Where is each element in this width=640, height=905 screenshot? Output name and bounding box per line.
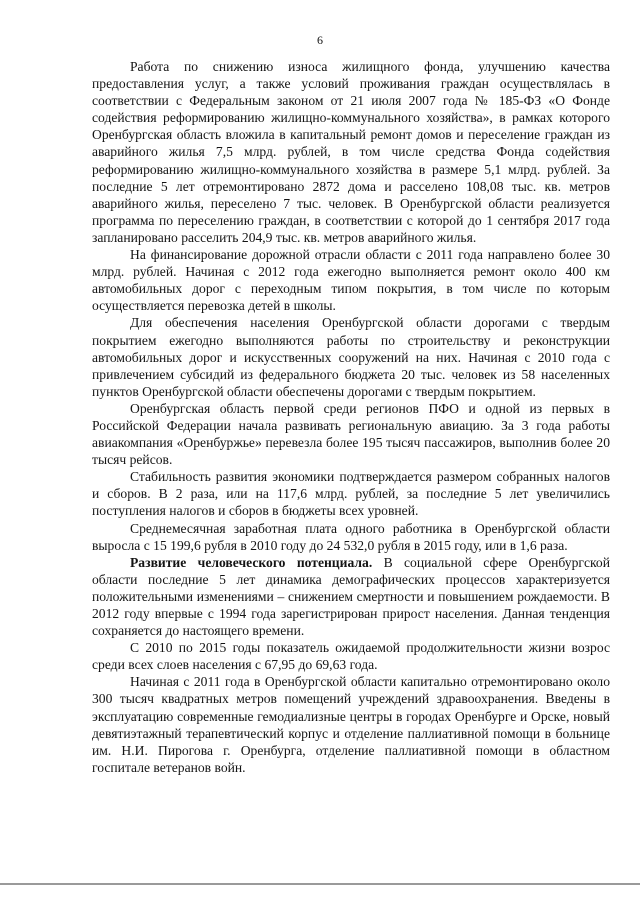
paragraph-life-expectancy: С 2010 по 2015 годы показатель ожидаемой продолжительности жизни возрос среди всех слоев населения с 67,95 до 69,63 года. <box>92 640 610 673</box>
page-number: 6 <box>317 33 323 47</box>
paragraph-roads-funding: На финансирование дорожной отрасли области с 2011 года направлено более 30 млрд. рублей. Начиная с 2012 года ежегодно выполняется ремонт около 400 км автомобильных дорог с переходным типом покрытия, в том числе по которым осуществляется перевозка детей в школы. <box>92 247 610 314</box>
scan-edge-line <box>0 883 640 885</box>
paragraph-salary: Среднемесячная заработная плата одного работника в Оренбургской области выросла с 15 199,6 рубля в 2010 году до 24 532,0 рубля в 2015 году, или в 1,6 раза. <box>92 520 610 553</box>
paragraph-human-potential <box>92 554 610 639</box>
section-heading: Развитие человеческого потенциала. <box>130 554 373 570</box>
paragraph-housing: Работа по снижению износа жилищного фонда, улучшению качества предоставления услуг, а также условий проживания граждан осуществлялась в соответствии с Федеральным законом от 21 июля 2007 года № 185-ФЗ «О Фонде содействия реформированию жилищно-коммунального хозяйства», в рамках которого Оренбургская область вложила в капитальный ремонт домов и переселение граждан из аварийного жилья 7,5 млрд. рублей, в том числе средства Фонда содействия реформированию жилищно-коммунального хозяйства в размере 5,1 млрд. рублей. За последние 5 лет отремонтировано 2872 дома и расселено 108,08 тыс. кв. метров аварийного жилья, переселено 7 тыс. человек. В Оренбургской области реализуется программа по переселению граждан, в соответствии с которой до 1 сентября 2017 года запланировано расселить 204,9 тыс. кв. метров аварийного жилья. <box>92 59 610 245</box>
paragraph-aviation: Оренбургская область первой среди регионов ПФО и одной из первых в Российской Федерации начала развивать региональную авиацию. За 3 года работы авиакомпания «Оренбуржье» перевезла более 195 тысяч пассажиров, выполнив более 20 тысяч рейсов. <box>92 400 610 468</box>
paragraph-human-potential-text: В социальной сфере Оренбургской области последние 5 лет динамика демографических процессов характеризуется положительными изменениями – снижением смертности и повышением рождаемости. В 2012 году впервые с 1994 года зарегистрирован прирост населения. Данная тенденция сохраняется до настоящего времени. <box>92 554 610 639</box>
paragraph-roads-paved: Для обеспечения населения Оренбургской области дорогами с твердым покрытием ежегодно выполняются работы по строительству и реконструкции автомобильных дорог и искусственных сооружений на них. Начиная с 2010 года с привлечением субсидий из федерального бюджета 20 тыс. человек из 58 населенных пунктов Оренбургской области обеспечены дорогами с твердым покрытием. <box>92 315 610 399</box>
document-body <box>92 58 610 776</box>
paragraph-taxes: Стабильность развития экономики подтверждается размером собранных налогов и сборов. В 2 раза, или на 117,6 млрд. рублей, за последние 5 лет увеличились поступления налогов и сборов в бюджеты всех уровней. <box>92 469 610 519</box>
paragraph-healthcare: Начиная с 2011 года в Оренбургской области капитально отремонтировано около 300 тысяч квадратных метров помещений учреждений здравоохранения. Введены в эксплуатацию современные гемодиализные центры в городах Оренбурге и Орске, новый девятиэтажный терапевтический корпус и отделение паллиативной помощи в больнице им. Н.И. Пирогова г. Оренбурга, отделение паллиативной помощи в областном госпитале ветеранов войн. <box>92 674 610 775</box>
